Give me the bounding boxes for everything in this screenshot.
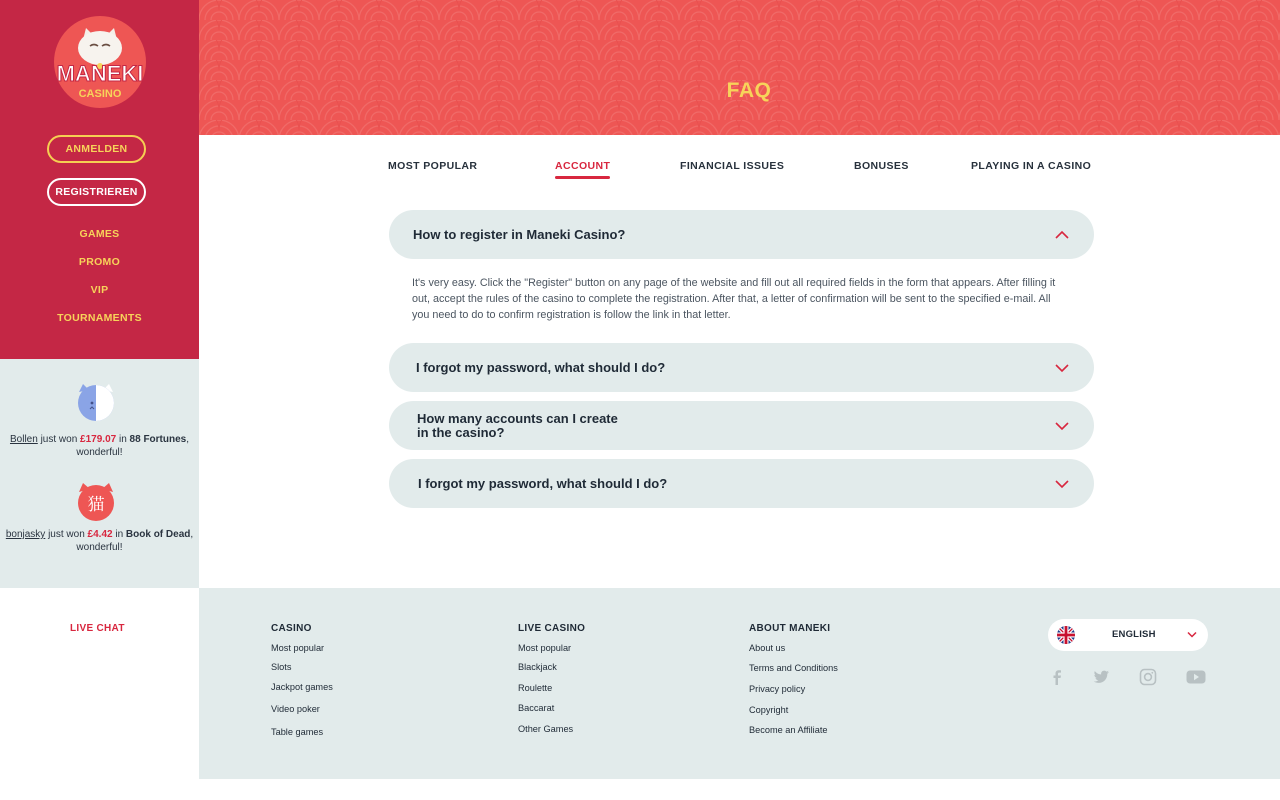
chevron-up-icon[interactable] <box>1054 230 1070 240</box>
language-label: ENGLISH <box>1112 629 1156 640</box>
faq-item-forgot-password[interactable] <box>389 343 1094 392</box>
chevron-down-icon[interactable] <box>1054 479 1070 489</box>
faq-item-accounts[interactable] <box>389 401 1094 450</box>
footer-link[interactable]: Blackjack <box>518 662 557 672</box>
footer-link[interactable]: About us <box>749 643 786 653</box>
footer-link[interactable]: Most popular <box>518 643 572 653</box>
faq-answer: It's very easy. Click the "Register" button on any page of the website and fill out all required fields in the form that appears. After filling it out, accept the rules of the casino to complete the registration. After that, a letter of confirmation will be sent to the specified e-mail. All you need to do to confirm registration is follow the link in that letter. <box>412 277 1056 321</box>
youtube-icon[interactable] <box>1186 668 1206 686</box>
footer-link[interactable]: Roulette <box>518 683 553 693</box>
maneki-logo[interactable] <box>46 14 154 114</box>
cat-avatar-blue <box>75 382 117 422</box>
cat-avatar-red <box>75 482 117 522</box>
win-user[interactable]: Bollen <box>9 434 38 445</box>
footer-link[interactable]: Jackpot games <box>271 682 333 692</box>
wave-pattern <box>199 0 1280 135</box>
footer-link[interactable]: Video poker <box>271 704 320 714</box>
footer-col-title-live-casino: LIVE CASINO <box>518 623 586 634</box>
svg-text:猫: 猫 <box>87 495 105 515</box>
faq-item-forgot-password-2[interactable] <box>389 459 1094 508</box>
live-chat-link[interactable]: LIVE CHAT <box>70 623 125 634</box>
logo-subtitle: CASINO <box>78 88 122 100</box>
chevron-down-icon <box>1187 631 1197 638</box>
win-amount: £4.42 <box>87 529 113 540</box>
nav-vip[interactable]: VIP <box>90 284 109 296</box>
footer <box>199 588 1280 779</box>
win-user[interactable]: bonjasky <box>5 529 46 540</box>
footer-link[interactable]: Copyright <box>749 705 789 715</box>
win-game[interactable]: Book of Dead <box>125 529 191 540</box>
tab-playing-in-a-casino[interactable]: PLAYING IN A CASINO <box>971 160 1092 172</box>
footer-link[interactable]: Slots <box>271 662 292 672</box>
footer-link[interactable]: Most popular <box>271 643 325 653</box>
chevron-down-icon[interactable] <box>1054 421 1070 431</box>
uk-flag-icon <box>1057 626 1075 644</box>
register-button[interactable]: REGISTRIEREN <box>47 178 146 206</box>
win-notice-2: bonjasky just won £4.42 in Book of Dead, wonderful! <box>5 529 194 553</box>
footer-link[interactable]: Other Games <box>518 724 574 734</box>
nav-tournaments[interactable]: TOURNAMENTS <box>57 312 142 324</box>
footer-link[interactable]: Terms and Conditions <box>749 663 838 673</box>
nav-promo[interactable]: PROMO <box>78 256 121 268</box>
footer-link[interactable]: Baccarat <box>518 703 555 713</box>
faq-question[interactable]: How many accounts can I create in the casino? <box>417 410 618 440</box>
footer-link[interactable]: Privacy policy <box>749 684 806 694</box>
footer-link[interactable]: Become an Affiliate <box>749 725 828 735</box>
faq-banner <box>199 0 1280 135</box>
login-button[interactable]: ANMELDEN <box>47 135 146 163</box>
chevron-down-icon[interactable] <box>1054 363 1070 373</box>
instagram-icon[interactable] <box>1138 668 1158 686</box>
faq-question[interactable]: How to register in Maneki Casino? <box>413 226 626 242</box>
logo-wordmark: MANEKI <box>56 61 144 86</box>
language-selector[interactable] <box>1048 619 1208 651</box>
tab-account[interactable]: ACCOUNT <box>555 160 611 172</box>
faq-question[interactable]: I forgot my password, what should I do? <box>416 359 666 375</box>
tab-bonuses[interactable]: BONUSES <box>854 160 909 172</box>
nav-games[interactable]: GAMES <box>79 228 120 240</box>
tab-financial-issues[interactable]: FINANCIAL ISSUES <box>680 160 785 172</box>
tab-most-popular[interactable]: MOST POPULAR <box>388 160 478 172</box>
faq-item-register[interactable] <box>389 210 1094 259</box>
page-title: FAQ <box>726 79 772 102</box>
win-notice-1: Bollen just won £179.07 in 88 Fortunes, wonderful! <box>9 434 190 458</box>
footer-link[interactable]: Table games <box>271 727 324 737</box>
twitter-icon[interactable] <box>1091 668 1111 686</box>
footer-col-title-casino: CASINO <box>271 623 312 634</box>
facebook-icon[interactable] <box>1047 668 1067 686</box>
win-game[interactable]: 88 Fortunes <box>129 434 187 445</box>
win-amount: £179.07 <box>80 434 117 445</box>
faq-question[interactable]: I forgot my password, what should I do? <box>418 475 668 491</box>
footer-col-title-about: ABOUT MANEKI <box>749 623 831 634</box>
